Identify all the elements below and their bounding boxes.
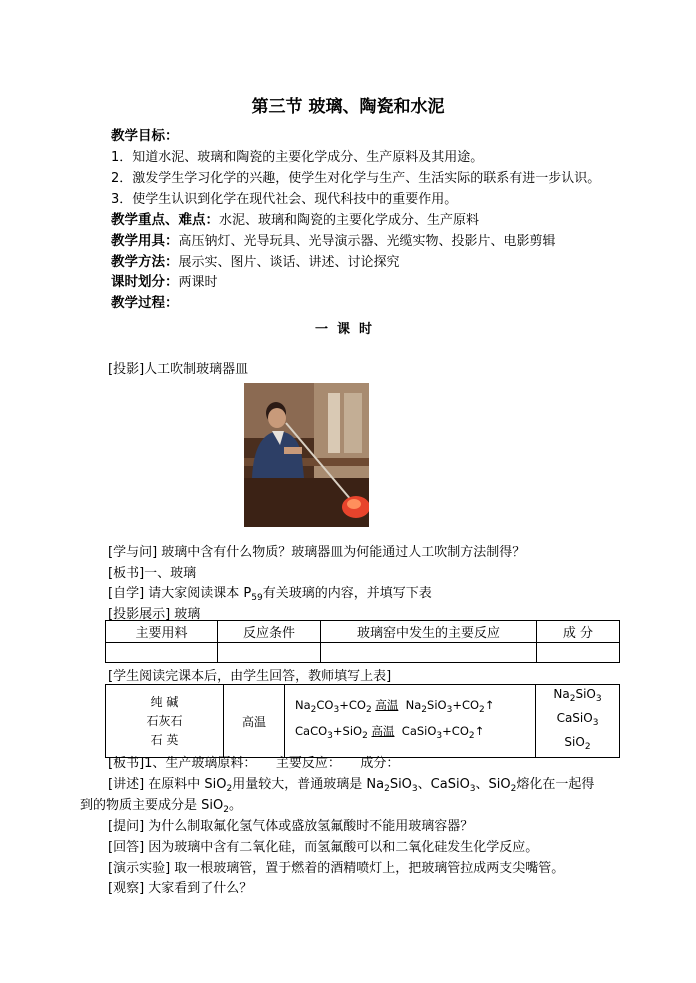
board-heading-2: [板书]1、生产玻璃原料： 主要反应： 成分： <box>108 756 400 771</box>
study-question: [学与问] 玻璃中含有什么物质？玻璃器皿为何能通过人工吹制方法制得？ <box>108 545 526 560</box>
header-materials: 主要用料 <box>106 621 218 643</box>
self-study-pre: [自学] 请大家阅读课本 P <box>108 586 252 601</box>
products-cell <box>536 685 620 758</box>
lecture-line-1: [讲述] 在原料中 SiO$_2$用量较大，普通玻璃是 $Na_2SiO_3$、CaSiO$_3$、SiO$_2$熔化在一起得 <box>108 777 595 794</box>
raw-material: 石灰石 <box>146 713 183 728</box>
after-reading-note: [学生阅读完课本后，由学生回答，教师填写上表] <box>108 669 392 684</box>
raw-materials-cell <box>106 685 224 758</box>
session-heading: 一课时 <box>314 322 381 337</box>
methods-text: 展示实、图片、谈话、讲述、讨论探究 <box>178 255 400 270</box>
answer-line: [回答] 因为玻璃中含有二氧化硅，而氢氟酸可以和二氧化硅发生化学反应。 <box>108 840 539 855</box>
condition-cell: 高温 <box>224 685 285 758</box>
glassblower-illustration <box>244 383 369 527</box>
tools-line <box>111 229 556 249</box>
lecture-text: 熔化在一起得 <box>516 777 595 792</box>
blank-cell <box>321 643 537 663</box>
blank-cell <box>218 643 321 663</box>
keypoints-line <box>111 208 479 228</box>
reaction-equation: CaCO$_3$+SiO$_2$ 高温 $CaSiO_3+CO_2↑$ <box>295 724 485 741</box>
reaction-condition: 高温 <box>371 724 395 738</box>
lecture-text: 。 <box>228 798 242 813</box>
reaction-condition: 高温 <box>375 698 399 712</box>
methods-line <box>111 250 400 270</box>
keypoints-text: 水泥、玻璃和陶瓷的主要化学成分、生产原料 <box>219 213 480 228</box>
objective-item: 2．激发学生学习化学的兴趣，使学生对化学与生产、生活实际的联系有进一步认识。 <box>111 171 601 186</box>
blank-cell <box>106 643 218 663</box>
lecture-text: 、CaSiO <box>417 777 470 792</box>
methods-label: 教学方法： <box>111 254 179 270</box>
blank-cell <box>537 643 620 663</box>
observe-line: [观察] 大家看到了什么？ <box>108 881 253 896</box>
tools-label: 教学用具： <box>111 233 179 249</box>
header-condition: 反应条件 <box>218 621 321 643</box>
lecture-line-2: 到的物质主要成分是 SiO$_2$。 <box>80 798 242 815</box>
self-study-line <box>108 582 432 603</box>
glass-table-blank <box>105 620 620 663</box>
lecture-text: [讲述] 在原料中 SiO <box>108 777 227 792</box>
demo-line: [演示实验] 取一根玻璃管，置于燃着的酒精喷灯上，把玻璃管拉成两支尖嘴管。 <box>108 861 565 876</box>
keypoints-label: 教学重点、难点： <box>111 212 219 228</box>
header-reaction: 玻璃窑中发生的主要反应 <box>321 621 537 643</box>
lecture-text: 用量较大，普通玻璃是 Na <box>232 777 385 792</box>
board-heading-1: [板书]一、玻璃 <box>108 566 197 581</box>
lecture-text: 到的物质主要成分是 SiO <box>80 798 224 813</box>
product: SiO$_2$ <box>564 735 591 752</box>
objectives-heading: 教学目标： <box>111 128 179 144</box>
objective-item: 1．知道水泥、玻璃和陶瓷的主要化学成分、生产原料及其用途。 <box>111 150 484 165</box>
lecture-text: 、SiO <box>475 777 511 792</box>
product: CaSiO$_3$ <box>556 711 599 728</box>
raw-material: 纯 碱 <box>150 694 179 709</box>
process-label: 教学过程： <box>111 295 179 311</box>
glass-table-filled <box>105 684 620 758</box>
lecture-text: SiO <box>389 777 412 792</box>
objective-item: 3．使学生认识到化学在现代社会、现代科技中的重要作用。 <box>111 192 458 207</box>
question-line: [提问] 为什么制取氟化氢气体或盛放氢氟酸时不能用玻璃容器？ <box>108 819 474 834</box>
reaction-equation: $Na_2CO_3+CO_2$ 高温 $Na_2SiO_3+CO_2↑$ <box>295 698 495 715</box>
page-number: 59 <box>251 593 263 603</box>
header-composition: 成 分 <box>537 621 620 643</box>
reactions-cell <box>285 685 536 758</box>
hours-line <box>111 270 218 290</box>
self-study-post: 有关玻璃的内容，并填写下表 <box>262 586 432 601</box>
product: $Na_2SiO_3$ <box>553 687 602 704</box>
projection-2: [投影展示] 玻璃 <box>108 607 201 622</box>
hours-label: 课时划分： <box>111 274 179 290</box>
page-title: 第三节 玻璃、陶瓷和水泥 <box>251 97 445 117</box>
tools-text: 高压钠灯、光导玩具、光导演示器、光缆实物、投影片、电影剪辑 <box>178 234 556 249</box>
glassblower-photo <box>244 383 369 527</box>
raw-material: 石 英 <box>150 732 179 747</box>
projection-1: [投影]人工吹制玻璃器皿 <box>108 362 249 377</box>
hours-text: 两课时 <box>178 275 218 290</box>
